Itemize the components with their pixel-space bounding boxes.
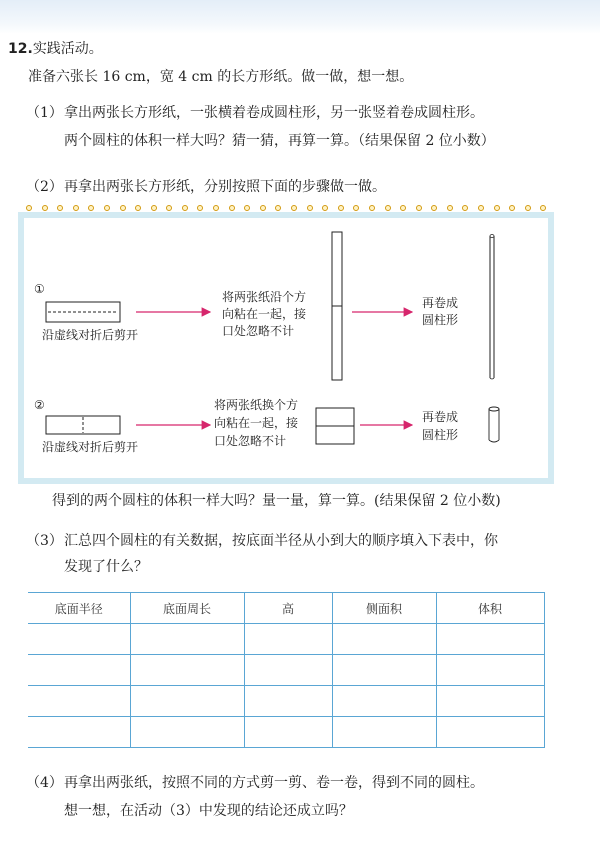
- data-table: [28, 592, 545, 748]
- step1-join-line2: 向粘在一起，接: [222, 307, 307, 321]
- binder-ring: [104, 205, 110, 211]
- part2-after: 得到的两个圆柱的体积一样大吗？量一量，算一算。(结果保留 2 位小数): [52, 493, 501, 509]
- binder-ring: [42, 205, 48, 211]
- table-cell[interactable]: [436, 686, 544, 717]
- step2-join-line3: 口处忽略不计: [214, 434, 287, 448]
- step1-join-line3: 口处忽略不计: [222, 324, 295, 338]
- table-row: [28, 624, 544, 655]
- step2-roll-line2: 圆柱形: [422, 428, 459, 442]
- binder-ring: [244, 205, 250, 211]
- binder-ring: [338, 205, 344, 211]
- table-cell[interactable]: [130, 624, 244, 655]
- step2-short-cylinder: [489, 407, 499, 442]
- step1-paper-strip: [46, 302, 120, 322]
- binder-ring: [431, 205, 437, 211]
- step1-marker: ①: [34, 282, 45, 296]
- binder-ring: [135, 205, 141, 211]
- binder-ring: [369, 205, 375, 211]
- step2-joined-strip: [316, 408, 354, 444]
- part3-label: （3）: [26, 533, 63, 549]
- binder-ring: [88, 205, 94, 211]
- table-header-row: [28, 593, 544, 624]
- binder-ring: [197, 205, 203, 211]
- part1-label: （1）: [26, 105, 63, 121]
- part2-line1: 再拿出两张长方形纸，分别按照下面的步骤做一做。: [64, 179, 386, 195]
- binder-ring: [540, 205, 546, 211]
- step2-join-line2: 向粘在一起，接: [214, 416, 299, 430]
- header-lateral-area: 侧面积: [332, 593, 436, 624]
- table-cell[interactable]: [28, 655, 130, 686]
- binder-ring: [73, 205, 79, 211]
- table-row: [28, 655, 544, 686]
- table-cell[interactable]: [244, 717, 332, 748]
- part1-line1: 拿出两张长方形纸，一张横着卷成圆柱形，另一张竖着卷成圆柱形。: [64, 105, 484, 121]
- table-cell[interactable]: [244, 655, 332, 686]
- binder-ring: [275, 205, 281, 211]
- activity-panel: [24, 218, 548, 478]
- step1-joined-strip: [332, 232, 342, 380]
- binder-ring: [509, 205, 515, 211]
- step1-cut-label: 沿虚线对折后剪开: [42, 328, 139, 342]
- binder-ring: [462, 205, 468, 211]
- step2-roll-line1: 再卷成: [422, 410, 459, 424]
- table-cell[interactable]: [244, 686, 332, 717]
- question-number: 12.: [8, 41, 33, 57]
- binder-ring: [182, 205, 188, 211]
- part4-line2: 想一想，在活动（3）中发现的结论还成立吗？: [64, 803, 353, 819]
- header-radius: 底面半径: [28, 593, 130, 624]
- table-cell[interactable]: [332, 624, 436, 655]
- binder-ring: [26, 205, 32, 211]
- binder-ring: [307, 205, 313, 211]
- table-cell[interactable]: [436, 624, 544, 655]
- table-cell[interactable]: [130, 686, 244, 717]
- header-height: 高: [244, 593, 332, 624]
- step1-tall-cylinder: [490, 235, 494, 380]
- header-circumference: 底面周长: [130, 593, 244, 624]
- table-cell[interactable]: [436, 655, 544, 686]
- part3-line1: 汇总四个圆柱的有关数据，按底面半径从小到大的顺序填入下表中，你: [64, 533, 498, 549]
- binder-ring: [166, 205, 172, 211]
- binder-ring: [353, 205, 359, 211]
- binder-ring: [478, 205, 484, 211]
- step2-join-line1: 将两张纸换个方: [214, 398, 299, 412]
- table-row: [28, 686, 544, 717]
- table-cell[interactable]: [332, 686, 436, 717]
- binder-ring: [213, 205, 219, 211]
- table-cell[interactable]: [130, 655, 244, 686]
- binder-ring: [494, 205, 500, 211]
- step1-join-line1: 将两张纸沿个方: [222, 290, 307, 304]
- binder-ring: [447, 205, 453, 211]
- part2-label: （2）: [26, 179, 63, 195]
- table-cell[interactable]: [28, 624, 130, 655]
- binder-ring: [260, 205, 266, 211]
- part4-line1: 再拿出两张纸，按照不同的方式剪一剪、卷一卷，得到不同的圆柱。: [64, 775, 484, 791]
- binder-ring: [57, 205, 63, 211]
- question-intro: 准备六张长 16 cm，宽 4 cm 的长方形纸。做一做，想一想。: [28, 69, 414, 85]
- question-title: 实践活动。: [32, 41, 103, 57]
- binder-ring: [151, 205, 157, 211]
- binder-ring: [525, 205, 531, 211]
- table-cell[interactable]: [332, 655, 436, 686]
- part1-line2: 两个圆柱的体积一样大吗？猜一猜，再算一算。（结果保留 2 位小数）: [64, 133, 495, 149]
- step1-roll-line1: 再卷成: [422, 296, 459, 310]
- question-header: [8, 40, 103, 58]
- activity-frame: [18, 212, 554, 484]
- binder-ring: [322, 205, 328, 211]
- page-top-band: [0, 0, 600, 34]
- part4-label: （4）: [26, 775, 63, 791]
- table-cell[interactable]: [332, 717, 436, 748]
- step1-roll-line2: 圆柱形: [422, 313, 459, 327]
- step2-cut-label: 沿虚线对折后剪开: [42, 440, 139, 454]
- table-row: [28, 717, 544, 748]
- part3-line2: 发现了什么？: [64, 559, 148, 575]
- step2-marker: ②: [34, 398, 45, 412]
- binder-ring: [291, 205, 297, 211]
- header-volume: 体积: [436, 593, 544, 624]
- table-cell[interactable]: [28, 686, 130, 717]
- step2-paper-strip: [46, 416, 120, 434]
- binder-ring: [416, 205, 422, 211]
- table-cell[interactable]: [436, 717, 544, 748]
- binder-ring: [229, 205, 235, 211]
- table-cell[interactable]: [130, 717, 244, 748]
- table-cell[interactable]: [28, 717, 130, 748]
- binder-ring: [385, 205, 391, 211]
- binder-ring: [400, 205, 406, 211]
- binder-ring: [120, 205, 126, 211]
- table-cell[interactable]: [244, 624, 332, 655]
